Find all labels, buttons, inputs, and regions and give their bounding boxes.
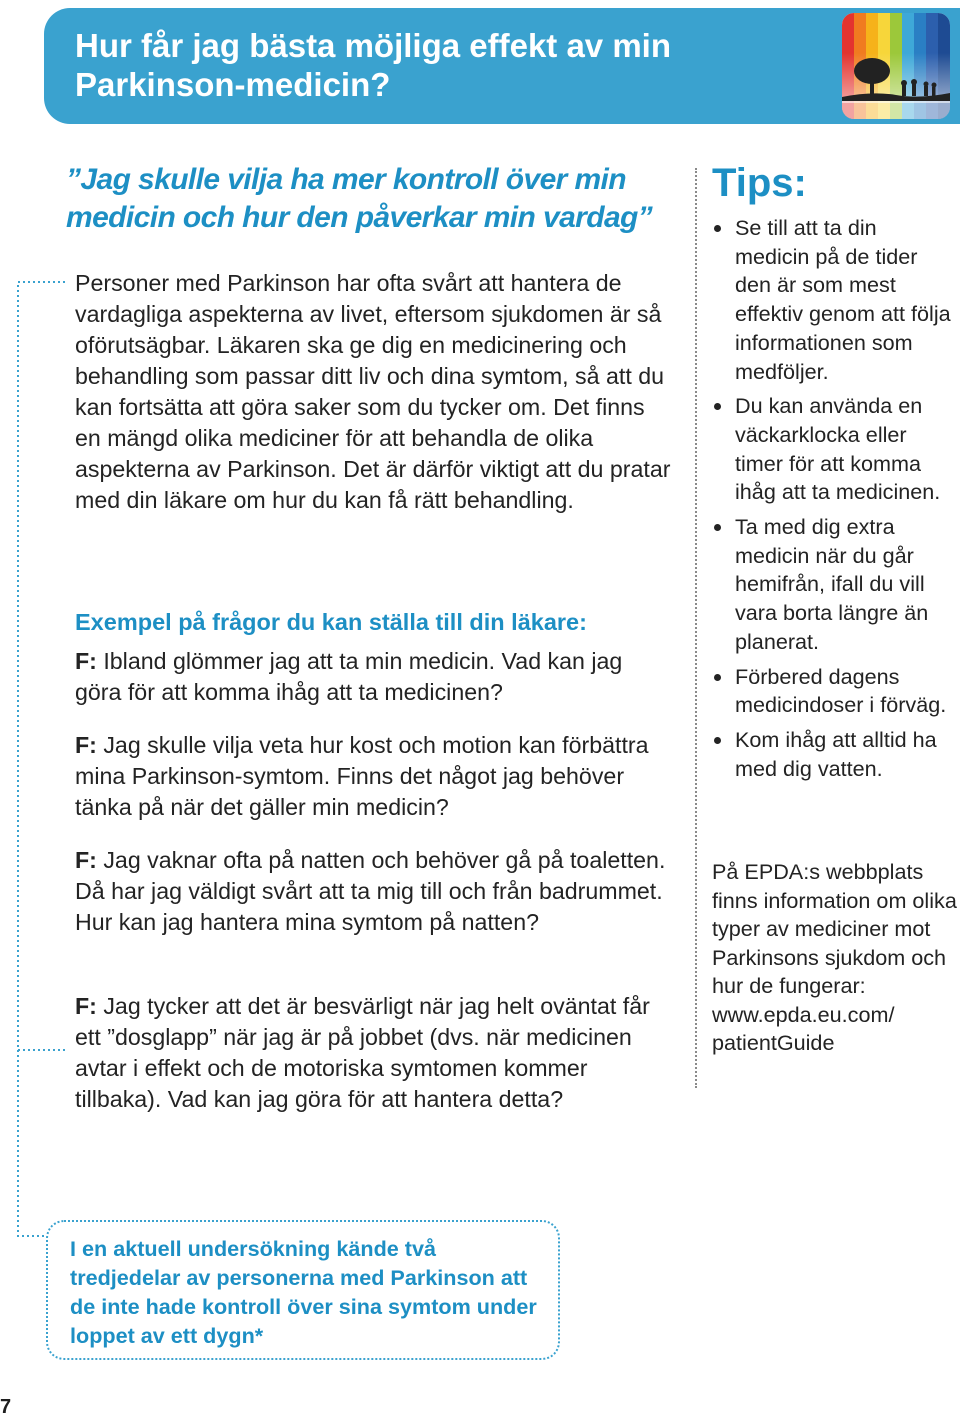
question-text: Jag skulle vilja veta hur kost och motion kan förbättra mina Parkinson-symtom. Finns det något jag behöver tänka på när det gäller min medicin? — [75, 732, 649, 820]
logo-icon — [842, 13, 950, 119]
tips-panel — [712, 160, 957, 789]
bullet-icon — [714, 403, 721, 410]
column-divider — [695, 168, 697, 1088]
question-prefix: F: — [75, 648, 97, 674]
tips-title: Tips: — [712, 161, 807, 205]
tips-list-item — [712, 392, 957, 507]
question-prefix: F: — [75, 732, 97, 758]
question-text: Jag tycker att det är besvärligt när jag helt oväntat får ett ”dosglapp” när jag är på jobbet (dvs. när medicinen avtar i effekt och de motoriska symtomen kommer tillbaka). Vad kan jag göra för att hantera detta? — [75, 993, 650, 1112]
tip-text: Förbered dagens medicindoser i förväg. — [735, 663, 947, 718]
tip-text: Du kan använda en väckarklocka eller timer för att komma ihåg att ta medicinen. — [735, 393, 941, 505]
intro-paragraph: Personer med Parkinson har ofta svårt att hantera de vardagliga aspekterna av livet, eftersom sjukdomen är så oförutsägbar. Läkaren ska ge dig en medicinering och behandling som passar ditt liv och dina symtom, så att du kan fortsätta att göra saker som du tycker om. Det finns en mängd olika mediciner för att behandla de olika aspekterna av Parkinson. Det är därför viktigt att du pratar med din läkare om hur du kan få rätt behandling. — [75, 270, 671, 513]
question-item — [75, 646, 675, 708]
tips-list-item — [712, 214, 957, 386]
tips-list-item — [712, 513, 957, 657]
tips-list — [712, 214, 957, 783]
question-text: Ibland glömmer jag att ta min medicin. Vad kan jag göra för att komma ihåg att ta medicinen? — [75, 648, 623, 705]
bullet-icon — [714, 225, 721, 232]
question-item — [75, 845, 675, 938]
pull-quote: ”Jag skulle vilja ha mer kontroll över min medicin och hur den påverkar min vardag” — [66, 163, 653, 234]
bullet-icon — [714, 737, 721, 744]
question-prefix: F: — [75, 847, 97, 873]
question-item — [75, 730, 675, 823]
tip-text: Kom ihåg att alltid ha med dig vatten. — [735, 726, 937, 781]
tips-list-item — [712, 726, 957, 783]
tip-text: Se till att ta din medicin på de tider den är som mest effektiv genom att följa informationen som medföljer. — [735, 215, 951, 384]
questions-heading: Exempel på frågor du kan ställa till din läkare: — [75, 609, 587, 635]
question-prefix: F: — [75, 993, 97, 1019]
bullet-icon — [714, 674, 721, 681]
tip-text: Ta med dig extra medicin när du går hemifrån, ifall du vill vara borta längre än planerat. — [735, 514, 929, 654]
dotted-bracket-icon — [10, 276, 70, 1256]
question-text: Jag vaknar ofta på natten och behöver gå på toaletten. Då har jag väldigt svårt att ta mig till och från badrummet. Hur kan jag hantera mina symtom på natten? — [75, 847, 666, 935]
bullet-icon — [714, 524, 721, 531]
question-item — [75, 991, 675, 1115]
tips-list-item — [712, 663, 957, 720]
epda-info: På EPDA:s webbplats finns information om olika typer av mediciner mot Parkinsons sjukdom och hur de fungerar: www.epda.eu.com/ patientGuide — [712, 859, 957, 1055]
page-number: 7 — [0, 1396, 12, 1418]
page-title: Hur får jag bästa möjliga effekt av min Parkinson-medicin? — [75, 27, 671, 103]
callout-text: I en aktuell undersökning kände två tredjedelar av personerna med Parkinson att de inte hade kontroll över sina symtom under loppet av ett dygn* — [70, 1236, 537, 1348]
